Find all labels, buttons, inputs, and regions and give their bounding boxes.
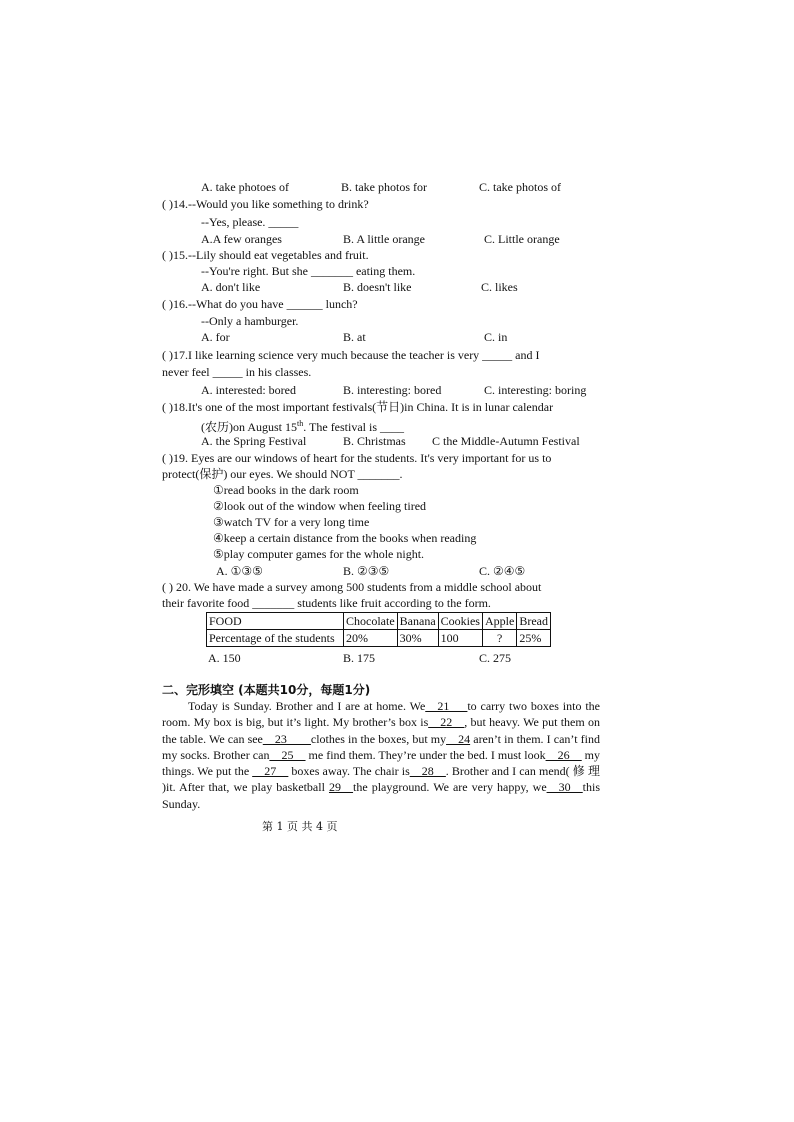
q15-option-a: A. don't like: [201, 280, 261, 294]
q13-option-a: A. take photoes of: [201, 180, 289, 194]
cloze-text: to carry two boxes into the room. My box is big, but it’s light. My brother’s box is: [162, 699, 600, 730]
q19-line-2: protect(保护) our eyes. We should NOT _______.: [162, 467, 403, 481]
cloze-blank: __22__: [428, 715, 465, 730]
q17-option-b: B. interesting: bored: [343, 383, 442, 397]
q18-line-2-date: (农历)on August 15: [201, 420, 298, 434]
cloze-blank: 29__: [328, 780, 353, 795]
cloze-blank: __26__: [545, 747, 582, 762]
table-cell: Chocolate: [344, 613, 398, 630]
q19-option-c: C. ②④⑤: [479, 564, 526, 578]
q16-stem: ( )16.--What do you have ______ lunch?: [162, 297, 358, 311]
q14-option-c: C. Little orange: [484, 232, 560, 246]
cloze-text: boxes away. The chair is: [288, 764, 410, 779]
q19-line-1: ( )19. Eyes are our windows of heart for the students. It's very important for us to: [162, 451, 552, 465]
q16-option-c: C. in: [484, 330, 508, 344]
table-cell: Apple: [482, 613, 516, 630]
table-cell: Cookies: [438, 613, 482, 630]
q19-item-4: ④keep a certain distance from the books when reading: [213, 531, 477, 545]
cloze-text: the playground. We are very happy, we: [352, 780, 547, 795]
cloze-text: . Brother and I can mend( 修 理 )it. After that, we play basketball: [162, 764, 600, 795]
q20-option-b: B. 175: [343, 651, 376, 665]
q18-option-a: A. the Spring Festival: [201, 434, 307, 448]
table-cell: Bread: [517, 613, 551, 630]
q19-option-a: A. ①③⑤: [216, 564, 263, 578]
cloze-text: me find them. They’re under the bed. I must look: [305, 747, 546, 762]
cloze-text: my things. We put the: [162, 747, 601, 779]
q17-option-a: A. interested: bored: [201, 383, 296, 397]
q15-option-c: C. likes: [481, 280, 518, 294]
q17-line-2: never feel _____ in his classes.: [162, 365, 312, 379]
section-2-title: 二、完形填空 (本题共10分，每题1分): [162, 683, 371, 697]
q15-option-b: B. doesn't like: [343, 280, 412, 294]
q17-option-c: C. interesting: boring: [484, 383, 587, 397]
table-row: [207, 613, 551, 630]
q14-option-b: B. A little orange: [343, 232, 425, 246]
cloze-blank: __21___: [425, 699, 468, 713]
q20-option-a: A. 150: [208, 651, 241, 665]
q20-line-2: their favorite food _______ students like fruit according to the form.: [162, 596, 491, 610]
q16-option-b: B. at: [343, 330, 366, 344]
q14-reply: --Yes, please. _____: [201, 215, 299, 229]
q18-line-2-ordinal: th: [297, 419, 304, 428]
q15-stem: ( )15.--Lily should eat vegetables and fruit.: [162, 248, 369, 262]
cloze-blank: __30__: [546, 780, 583, 795]
q16-reply: --Only a hamburger.: [201, 314, 299, 328]
table-row: [207, 630, 551, 647]
q19-item-1: ①read books in the dark room: [213, 483, 359, 497]
cloze-passage: [162, 698, 600, 812]
cloze-blank: __23____: [262, 731, 311, 746]
table-cell: 100: [438, 630, 482, 647]
q19-item-3: ③watch TV for a very long time: [213, 515, 370, 529]
cloze-blank: __25__: [269, 747, 306, 762]
cloze-text: aren’t in them. I can’t find my socks. Brother can: [162, 731, 600, 762]
table-cell: 25%: [517, 630, 551, 647]
table-cell: 20%: [344, 630, 398, 647]
cloze-text: Today is Sunday. Brother and I are at home. We: [188, 699, 426, 713]
cloze-blank: __24: [446, 731, 471, 746]
cloze-blank: __27__: [252, 764, 289, 779]
survey-table: [206, 612, 551, 647]
q18-option-b: B. Christmas: [343, 434, 406, 448]
cloze-text: , but heavy. We put them on the table. We can see: [162, 715, 600, 746]
q18-option-c: C the Middle-Autumn Festival: [432, 434, 580, 448]
cloze-text: this Sunday.: [162, 780, 600, 811]
table-cell: 30%: [397, 630, 438, 647]
q13-option-c: C. take photos of: [479, 180, 561, 194]
q20-option-c: C. 275: [479, 651, 512, 665]
q18-line-2-tail: . The festival is ____: [303, 420, 405, 434]
q14-stem: ( )14.--Would you like something to drink?: [162, 197, 369, 211]
q13-option-b: B. take photos for: [341, 180, 427, 194]
q17-line-1: ( )17.I like learning science very much because the teacher is very _____ and I: [162, 348, 540, 362]
q20-line-1: ( ) 20. We have made a survey among 500 students from a middle school about: [162, 580, 542, 594]
page-footer: 第 1 页 共 4 页: [262, 820, 338, 833]
q16-option-a: A. for: [201, 330, 230, 344]
q19-option-b: B. ②③⑤: [343, 564, 390, 578]
table-cell: FOOD: [207, 613, 344, 630]
q19-item-5: ⑤play computer games for the whole night.: [213, 547, 425, 561]
table-cell: Percentage of the students: [207, 630, 344, 647]
q14-option-a: A.A few oranges: [201, 232, 282, 246]
q19-item-2: ②look out of the window when feeling tired: [213, 499, 427, 513]
table-cell: Banana: [397, 613, 438, 630]
cloze-text: clothes in the boxes, but my: [310, 731, 447, 746]
q15-reply: --You're right. But she _______ eating them.: [201, 264, 416, 278]
q18-line-1: ( )18.It's one of the most important festivals(节日)in China. It is in lunar calendar: [162, 400, 554, 414]
table-cell: ?: [482, 630, 516, 647]
cloze-blank: __28__: [409, 764, 446, 779]
